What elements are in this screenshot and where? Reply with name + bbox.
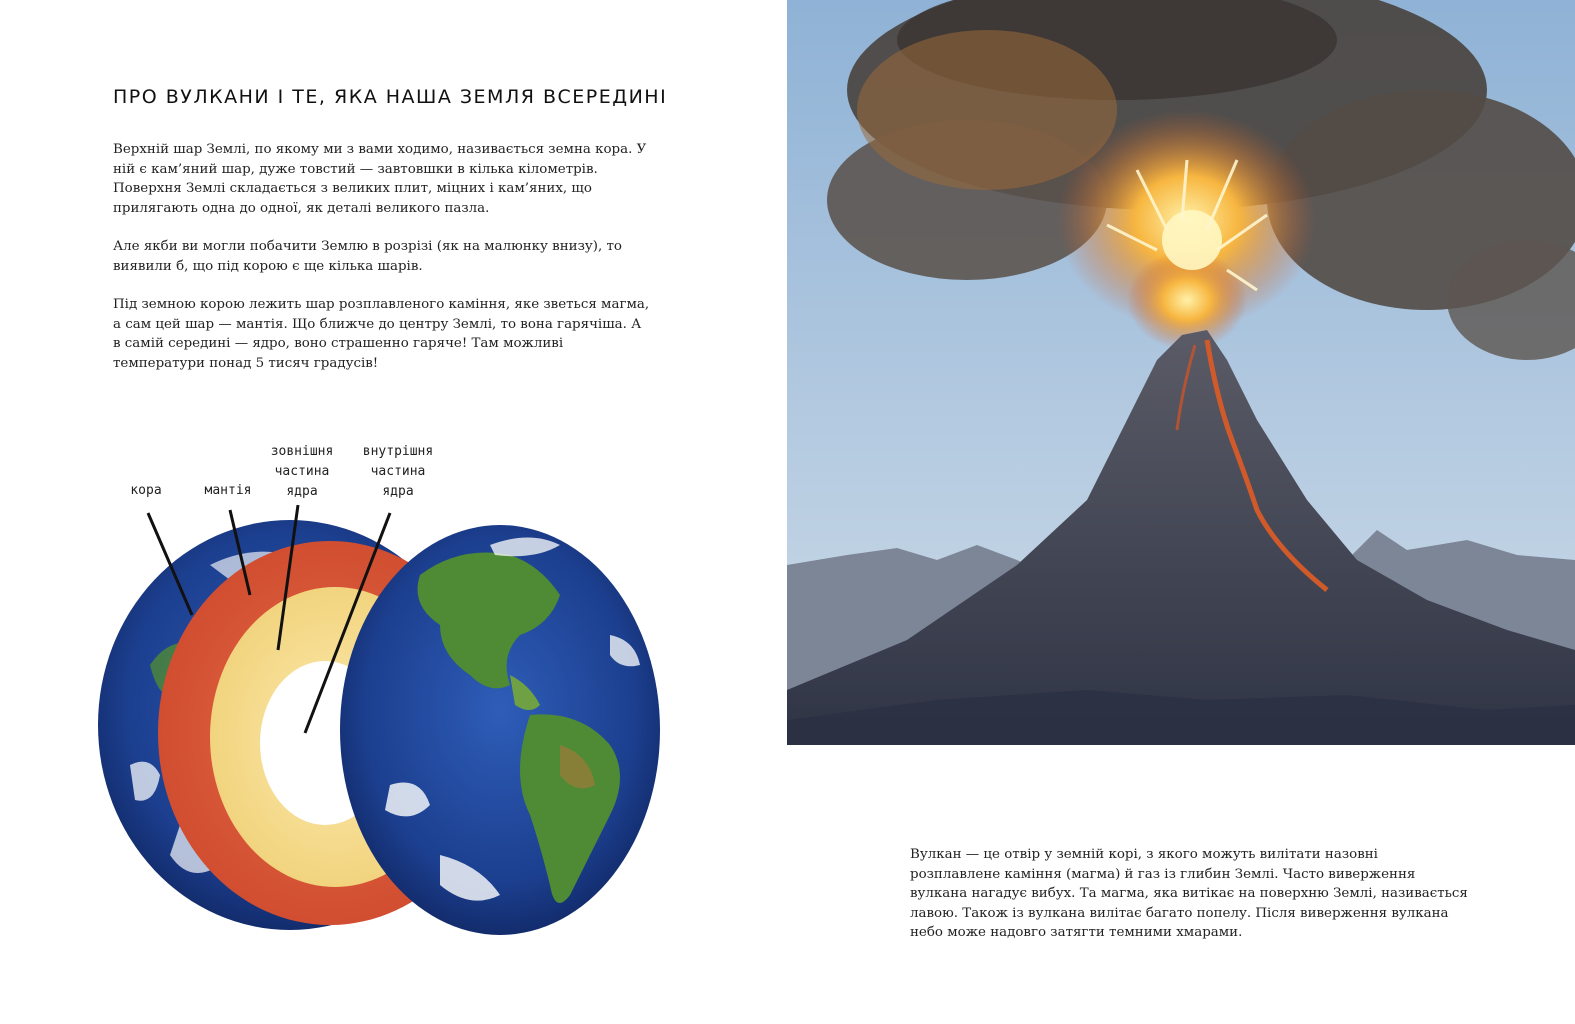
volcano-illustration — [787, 0, 1575, 745]
label-mantle: мантія — [204, 483, 252, 498]
paragraph-crust: Верхній шар Землі, по якому ми з вами ходимо, називається земна кора. У ній є кам’яний шар, дуже товстий — завтовшки в кілька кілометрів. Поверхня Землі складається з великих плит, міцних і кам’яних, що прилягають одна до одної, як деталі великого пазла. — [113, 142, 647, 216]
earth-globe — [340, 525, 660, 935]
left-page — [0, 0, 787, 1024]
label-inner-core: внутрішня частина ядра — [362, 444, 434, 499]
label-outer-core: зовнішня частина ядра — [270, 444, 334, 499]
page-title: ПРО ВУЛКАНИ І ТЕ, ЯКА НАША ЗЕМЛЯ ВСЕРЕДИНІ — [113, 86, 668, 108]
paragraph-mantle-core: Під земною корою лежить шар розплавленого каміння, яке зветься магма, а сам цей шар — мантія. Що ближче до центру Землі, то вона гарячіша. А в самій середині — ядро, воно страшенно гаряче! Там можливі температури понад 5 тисяч градусів! — [113, 297, 650, 371]
paragraph-cross-section: Але якби ви могли побачити Землю в розрізі (як на малюнку внизу), то виявили б, що під корою є ще кілька шарів. — [113, 239, 622, 274]
right-page — [787, 0, 1575, 1024]
volcano-caption: Вулкан — це отвір у земній корі, з якого можуть вилітати назовні розплавлене каміння (магма) й газ із глибин Землі. Часто виверження вулкана нагадує вибух. Та магма, яка витікає на поверхню Землі, називається лавою. Також із вулкана вилітає багато попелу. Після виверження вулкана небо може надовго затягти темними хмарами. — [910, 847, 1468, 940]
earth-cross-section-illustration — [90, 505, 670, 945]
label-crust: кора — [130, 483, 162, 498]
